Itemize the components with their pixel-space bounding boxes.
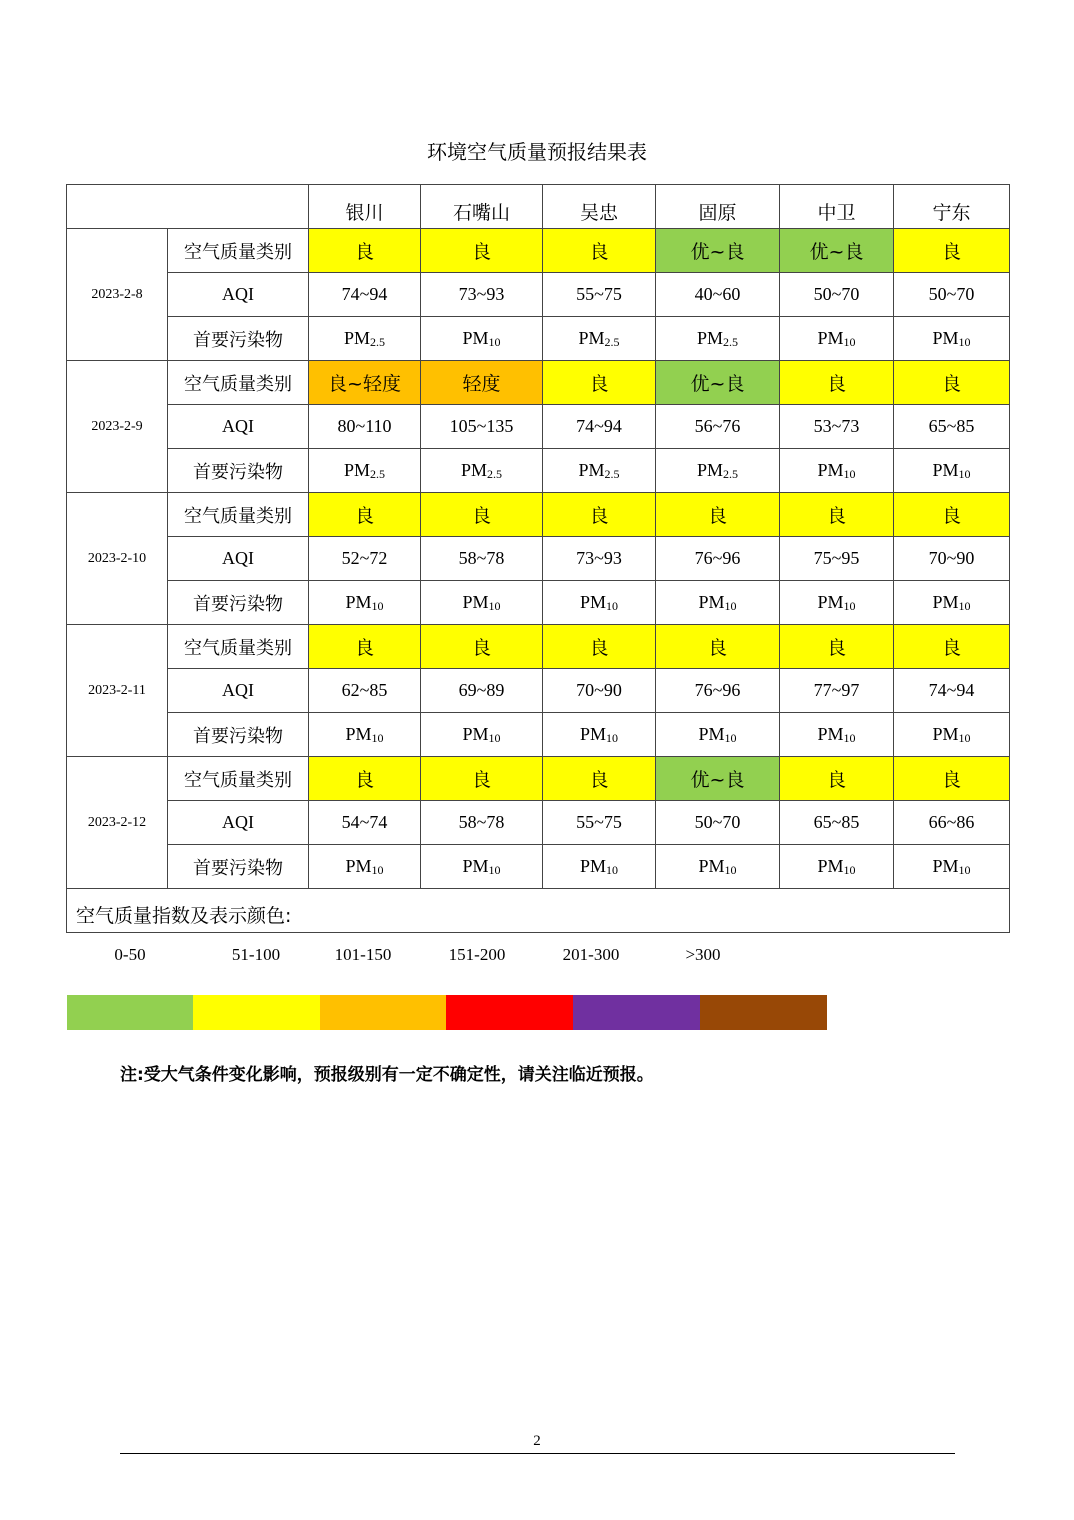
pollutant-size: 10 [843, 598, 856, 613]
legend-label: 201-300 [562, 945, 620, 964]
aqi-cell: 70~90 [894, 537, 1010, 581]
aqi-cell: 76~96 [656, 669, 780, 713]
category-cell: 优~良 [656, 361, 780, 405]
pollutant-cell [656, 317, 780, 361]
legend-swatch [193, 995, 320, 1030]
day-aqi-row [67, 273, 1010, 317]
legend-swatch [573, 995, 700, 1030]
aqi-cell: 40~60 [656, 273, 780, 317]
pollutant-name: PM [345, 591, 372, 612]
pollutant-name: PM [817, 723, 844, 744]
pollutant-name: PM [932, 591, 959, 612]
aqi-cell: 54~74 [309, 801, 421, 845]
pollutant-cell [543, 317, 656, 361]
day-category-row [67, 493, 1010, 537]
aqi-cell: 80~110 [309, 405, 421, 449]
aqi-cell: 77~97 [780, 669, 894, 713]
city-header: 石嘴山 [421, 185, 543, 229]
legend-row [67, 889, 1010, 933]
pollutant-name: PM [932, 723, 959, 744]
row-label-category: 空气质量类别 [168, 493, 309, 537]
pollutant-cell [421, 449, 543, 493]
legend-swatch [67, 995, 194, 1030]
category-cell: 良~轻度 [309, 361, 421, 405]
pollutant-name: PM [698, 591, 725, 612]
city-header: 银川 [309, 185, 421, 229]
aqi-cell: 74~94 [894, 669, 1010, 713]
category-cell: 良 [780, 493, 894, 537]
category-cell: 良 [656, 493, 780, 537]
pollutant-name: PM [579, 855, 606, 876]
day-pollutant-row [67, 713, 1010, 757]
category-cell: 良 [780, 625, 894, 669]
aqi-cell: 62~85 [309, 669, 421, 713]
pollutant-size: 10 [606, 730, 618, 745]
pollutant-cell [421, 317, 543, 361]
category-cell: 良 [894, 361, 1010, 405]
pollutant-size: 10 [488, 334, 501, 349]
forecast-date: 2023-2-10 [67, 493, 168, 625]
pollutant-name: PM [578, 459, 605, 480]
city-header: 吴忠 [543, 185, 656, 229]
row-label-pollutant: 首要污染物 [168, 713, 309, 757]
category-cell: 良 [543, 625, 656, 669]
legend-swatch [446, 995, 573, 1030]
legend-label: 151-200 [448, 945, 506, 964]
category-cell: 轻度 [421, 361, 543, 405]
day-aqi-row [67, 801, 1010, 845]
pollutant-size: 10 [606, 598, 618, 613]
aqi-cell: 73~93 [543, 537, 656, 581]
pollutant-cell [309, 845, 421, 889]
day-pollutant-row [67, 449, 1010, 493]
aqi-cell: 74~94 [309, 273, 421, 317]
category-cell: 良 [309, 493, 421, 537]
pollutant-name: PM [932, 327, 959, 348]
pollutant-cell [780, 317, 894, 361]
pollutant-cell [780, 581, 894, 625]
pollutant-cell [309, 317, 421, 361]
category-cell: 良 [543, 361, 656, 405]
forecast-table-body [67, 185, 1010, 889]
category-cell: 良 [894, 229, 1010, 273]
pollutant-size: 10 [488, 730, 501, 745]
category-cell: 优~良 [656, 229, 780, 273]
pollutant-cell [894, 317, 1010, 361]
pollutant-name: PM [696, 327, 723, 348]
row-label-category: 空气质量类别 [168, 625, 309, 669]
pollutant-cell [894, 449, 1010, 493]
pollutant-size: 10 [843, 334, 856, 349]
pollutant-cell [309, 449, 421, 493]
row-label-aqi: AQI [168, 669, 309, 713]
row-label-category: 空气质量类别 [168, 757, 309, 801]
pollutant-cell [894, 713, 1010, 757]
pollutant-name: PM [817, 591, 844, 612]
pollutant-cell [421, 845, 543, 889]
pollutant-cell [780, 845, 894, 889]
day-pollutant-row [67, 317, 1010, 361]
pollutant-name: PM [698, 855, 725, 876]
pollutant-cell [309, 581, 421, 625]
pollutant-name: PM [462, 855, 489, 876]
day-category-row [67, 361, 1010, 405]
aqi-cell: 74~94 [543, 405, 656, 449]
pollutant-cell [894, 581, 1010, 625]
pollutant-size: 10 [724, 730, 737, 745]
pollutant-name: PM [817, 327, 844, 348]
pollutant-name: PM [817, 855, 844, 876]
category-cell: 良 [309, 757, 421, 801]
pollutant-name: PM [345, 855, 372, 876]
category-cell: 良 [421, 229, 543, 273]
pollutant-name: PM [696, 459, 723, 480]
row-label-pollutant: 首要污染物 [168, 845, 309, 889]
pollutant-cell [543, 713, 656, 757]
day-aqi-row [67, 405, 1010, 449]
category-cell: 良 [421, 625, 543, 669]
pollutant-cell [656, 713, 780, 757]
pollutant-name: PM [932, 855, 959, 876]
pollutant-cell [780, 449, 894, 493]
pollutant-size: 10 [843, 730, 856, 745]
category-cell: 良 [656, 625, 780, 669]
row-label-pollutant: 首要污染物 [168, 317, 309, 361]
category-cell: 良 [421, 493, 543, 537]
aqi-cell: 65~85 [894, 405, 1010, 449]
category-cell: 良 [894, 493, 1010, 537]
row-label-category: 空气质量类别 [168, 361, 309, 405]
pollutant-size: 10 [606, 862, 618, 877]
aqi-cell: 58~78 [421, 801, 543, 845]
category-cell: 良 [543, 493, 656, 537]
category-cell: 优~良 [780, 229, 894, 273]
pollutant-size: 10 [724, 598, 737, 613]
category-cell: 良 [309, 229, 421, 273]
aqi-cell: 52~72 [309, 537, 421, 581]
pollutant-cell [309, 713, 421, 757]
pollutant-size: 10 [958, 862, 971, 877]
pollutant-name: PM [579, 723, 606, 744]
category-cell: 良 [780, 361, 894, 405]
pollutant-cell [543, 581, 656, 625]
day-category-row [67, 625, 1010, 669]
category-cell: 良 [421, 757, 543, 801]
forecast-table [66, 184, 1010, 964]
pollutant-name: PM [343, 327, 370, 348]
legend [67, 889, 1010, 964]
forecast-date: 2023-2-11 [67, 625, 168, 757]
category-cell: 良 [309, 625, 421, 669]
city-header: 中卫 [780, 185, 894, 229]
pollutant-name: PM [462, 327, 489, 348]
day-category-row [67, 229, 1010, 273]
forecast-date: 2023-2-12 [67, 757, 168, 889]
pollutant-name: PM [345, 723, 372, 744]
aqi-cell: 55~75 [543, 801, 656, 845]
pollutant-size: 10 [958, 466, 971, 481]
legend-label: >300 [685, 945, 721, 964]
pollutant-size: 10 [371, 862, 384, 877]
footer-rule [120, 1453, 955, 1454]
pollutant-cell [780, 713, 894, 757]
legend-swatch [700, 995, 827, 1030]
pollutant-size: 2.5 [487, 466, 502, 481]
day-pollutant-row [67, 581, 1010, 625]
pollutant-cell [656, 845, 780, 889]
legend-swatch [320, 995, 447, 1030]
day-category-row [67, 757, 1010, 801]
pollutant-cell [656, 449, 780, 493]
aqi-cell: 50~70 [656, 801, 780, 845]
pollutant-size: 2.5 [370, 466, 385, 481]
pollutant-size: 10 [958, 730, 971, 745]
table-header-row [67, 185, 1010, 229]
forecast-date: 2023-2-9 [67, 361, 168, 493]
pollutant-name: PM [460, 459, 487, 480]
row-label-aqi: AQI [168, 273, 309, 317]
day-aqi-row [67, 537, 1010, 581]
city-header: 宁东 [894, 185, 1010, 229]
category-cell: 优~良 [656, 757, 780, 801]
pollutant-cell [656, 581, 780, 625]
pollutant-size: 2.5 [370, 334, 385, 349]
category-cell: 良 [543, 757, 656, 801]
pollutant-size: 10 [958, 334, 971, 349]
aqi-cell: 75~95 [780, 537, 894, 581]
pollutant-size: 10 [843, 862, 856, 877]
page-number: 2 [533, 1433, 541, 1449]
row-label-pollutant: 首要污染物 [168, 581, 309, 625]
aqi-cell: 73~93 [421, 273, 543, 317]
forecast-date: 2023-2-8 [67, 229, 168, 361]
row-label-aqi: AQI [168, 801, 309, 845]
aqi-cell: 105~135 [421, 405, 543, 449]
pollutant-cell [543, 449, 656, 493]
row-label-aqi: AQI [168, 537, 309, 581]
pollutant-name: PM [817, 459, 844, 480]
pollutant-size: 10 [843, 466, 856, 481]
legend-title: 空气质量指数及表示颜色: [76, 905, 292, 927]
pollutant-name: PM [698, 723, 725, 744]
pollutant-size: 10 [488, 862, 501, 877]
pollutant-size: 2.5 [723, 334, 738, 349]
category-cell: 良 [894, 625, 1010, 669]
aqi-cell: 76~96 [656, 537, 780, 581]
pollutant-name: PM [932, 459, 959, 480]
pollutant-size: 10 [724, 862, 737, 877]
day-pollutant-row [67, 845, 1010, 889]
pollutant-size: 10 [488, 598, 501, 613]
page-title: 环境空气质量预报结果表 [427, 140, 647, 164]
city-header: 固原 [656, 185, 780, 229]
day-aqi-row [67, 669, 1010, 713]
aqi-cell: 55~75 [543, 273, 656, 317]
legend-label: 0-50 [114, 945, 146, 964]
pollutant-name: PM [343, 459, 370, 480]
pollutant-size: 2.5 [723, 466, 738, 481]
pollutant-cell [543, 845, 656, 889]
row-label-aqi: AQI [168, 405, 309, 449]
pollutant-cell [894, 845, 1010, 889]
row-label-category: 空气质量类别 [168, 229, 309, 273]
pollutant-size: 10 [958, 598, 971, 613]
pollutant-name: PM [462, 723, 489, 744]
forecast-note: 注:受大气条件变化影响，预报级别有一定不确定性，请关注临近预报。 [120, 1065, 654, 1085]
pollutant-size: 10 [371, 598, 384, 613]
pollutant-size: 2.5 [604, 466, 620, 481]
pollutant-cell [421, 713, 543, 757]
aqi-cell: 65~85 [780, 801, 894, 845]
pollutant-name: PM [579, 591, 606, 612]
pollutant-name: PM [462, 591, 489, 612]
aqi-cell: 56~76 [656, 405, 780, 449]
legend-label: 101-150 [334, 945, 392, 964]
pollutant-size: 10 [371, 730, 384, 745]
pollutant-size: 2.5 [604, 334, 620, 349]
aqi-cell: 53~73 [780, 405, 894, 449]
category-cell: 良 [894, 757, 1010, 801]
pollutant-name: PM [578, 327, 605, 348]
aqi-cell: 66~86 [894, 801, 1010, 845]
legend-label: 51-100 [231, 945, 281, 964]
aqi-cell: 70~90 [543, 669, 656, 713]
aqi-cell: 50~70 [780, 273, 894, 317]
aqi-cell: 58~78 [421, 537, 543, 581]
header-blank-cell [67, 185, 309, 229]
pollutant-cell [421, 581, 543, 625]
row-label-pollutant: 首要污染物 [168, 449, 309, 493]
category-cell: 良 [780, 757, 894, 801]
category-cell: 良 [543, 229, 656, 273]
aqi-cell: 50~70 [894, 273, 1010, 317]
aqi-cell: 69~89 [421, 669, 543, 713]
